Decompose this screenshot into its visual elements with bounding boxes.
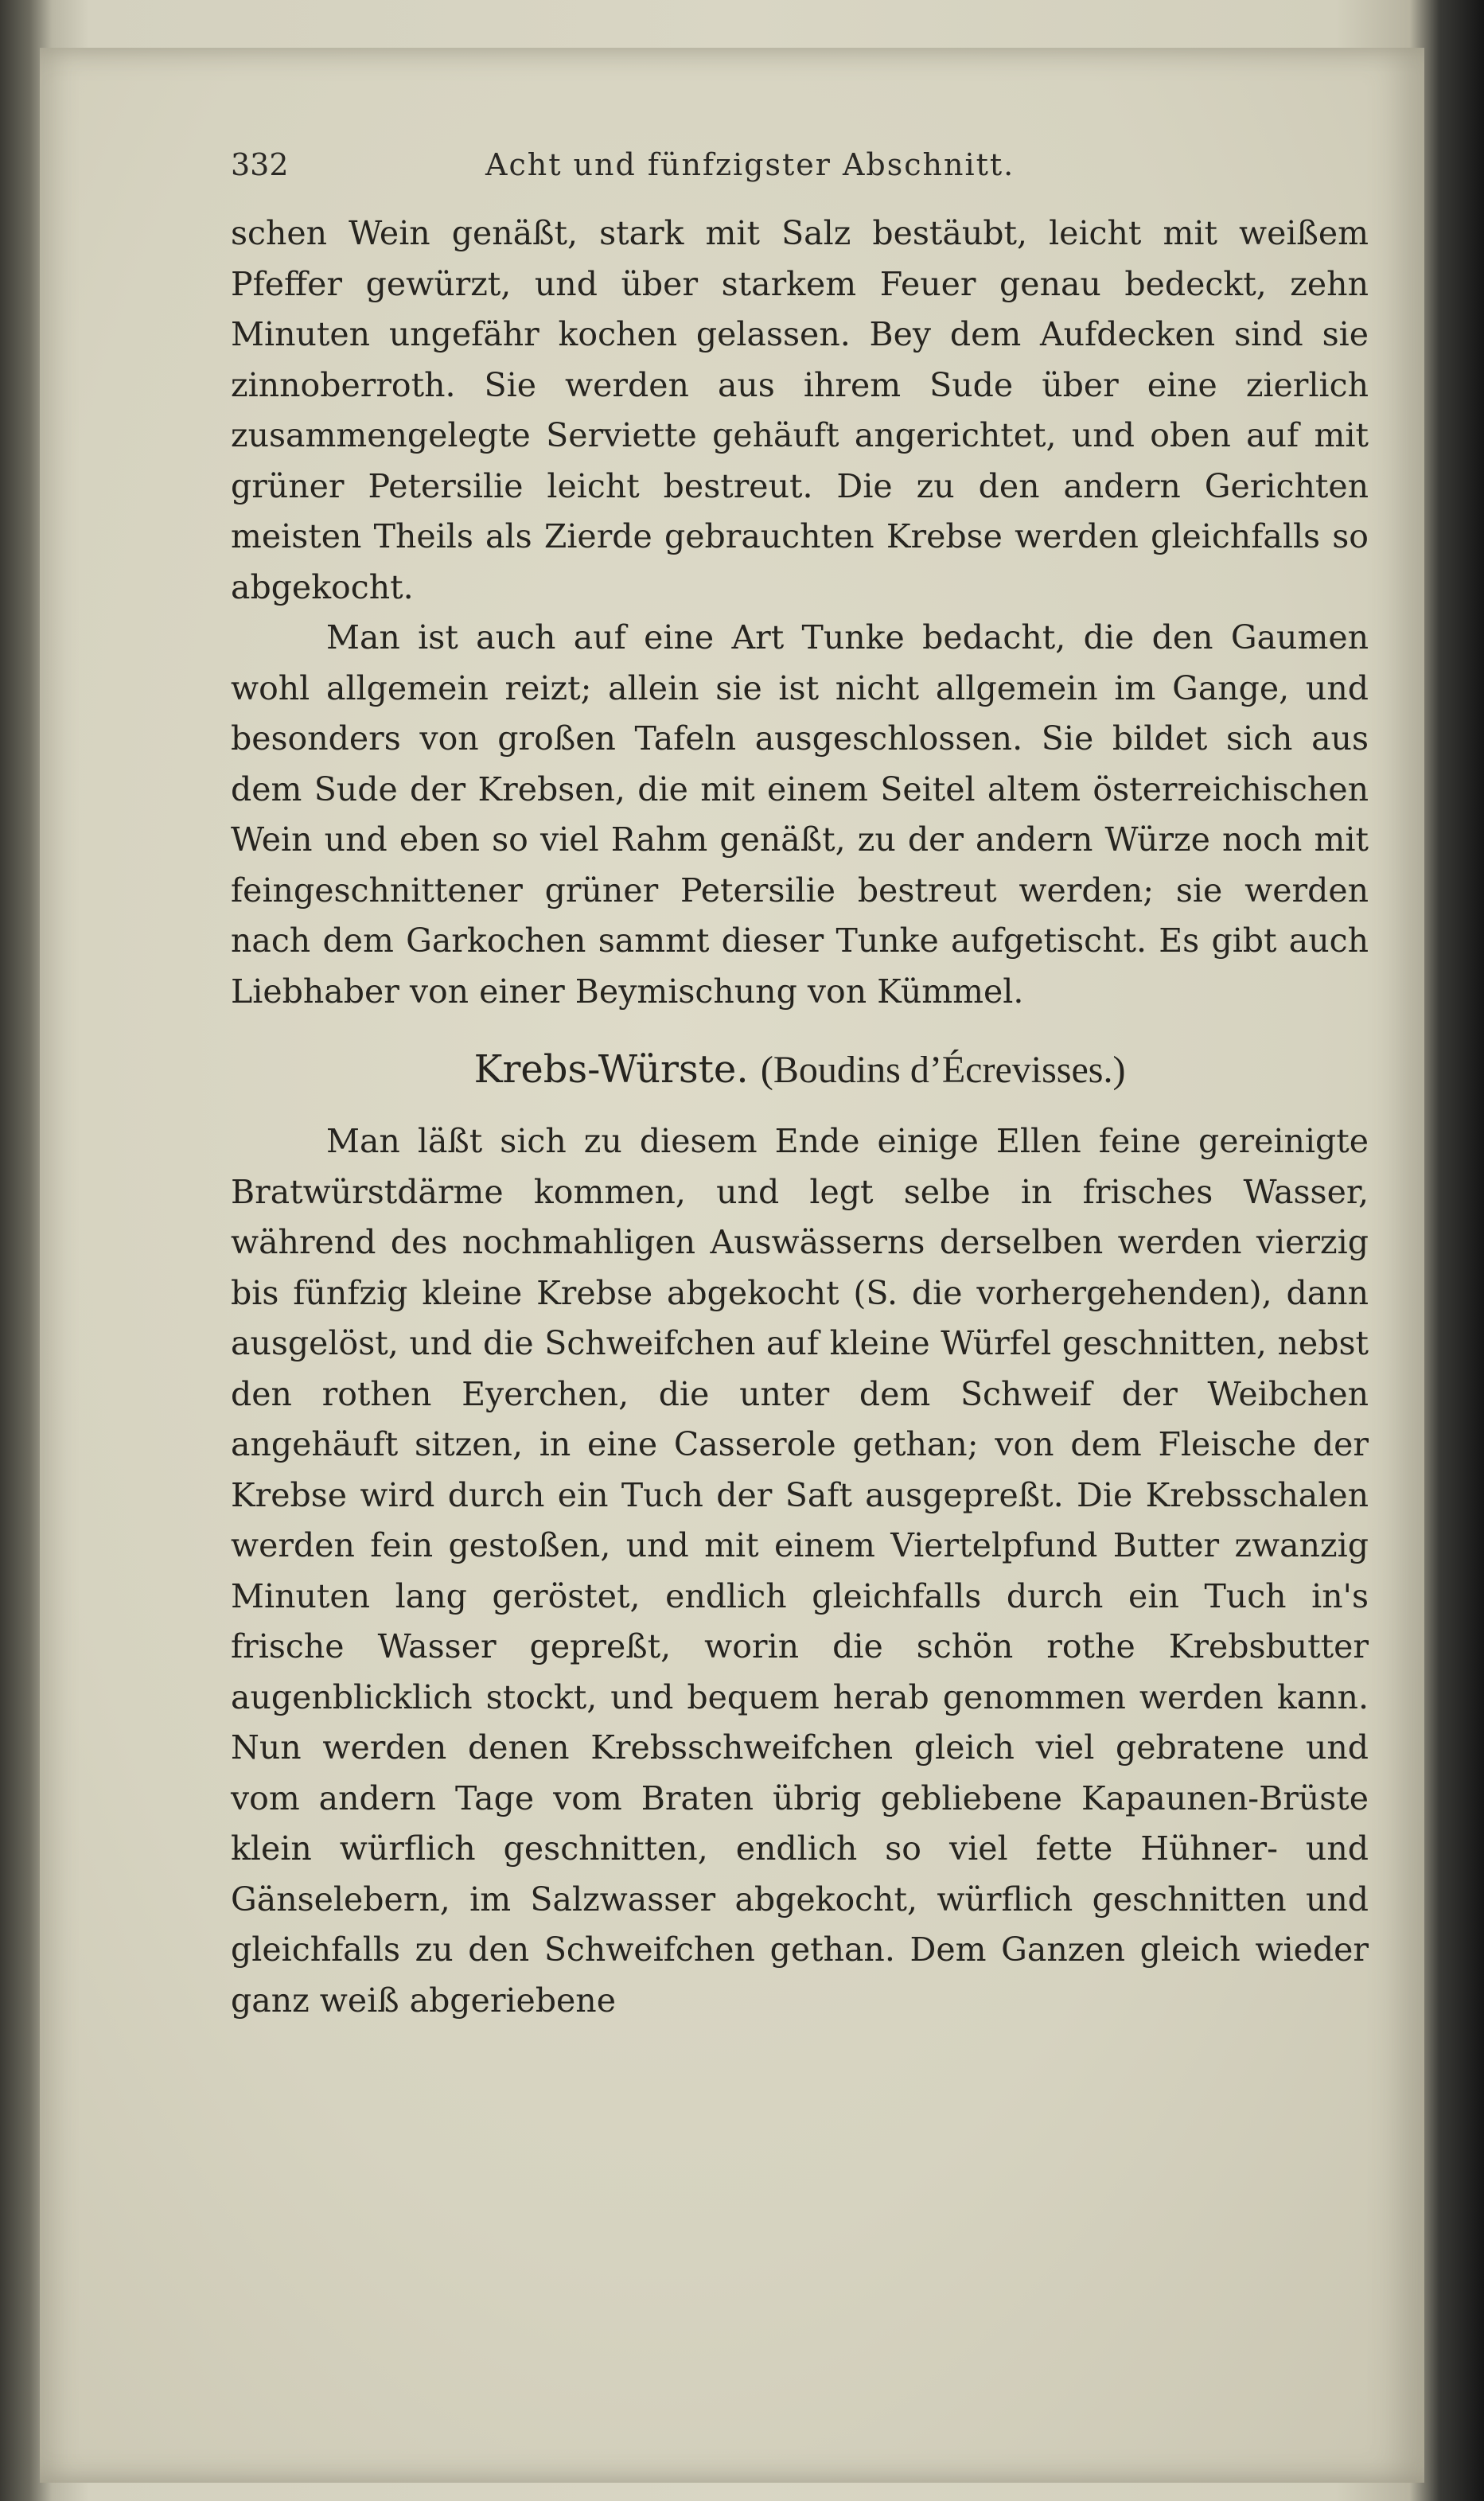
- body-text: [231, 208, 1369, 2026]
- section-heading: [231, 1046, 1369, 1094]
- page-number: 332: [231, 147, 289, 182]
- paragraph-tunke: Man ist auch auf eine Art Tunke bedacht, die den Gaumen wohl allgemein reizt; allein sie ist nicht allgemein im Gange, und besonders von großen Tafeln ausgeschlossen. Sie bildet sich aus dem Sude der Krebsen, die mit einem Seitel altem österreichischen Wein und eben so viel Rahm genäßt, zu der andern Würze noch mit feingeschnittener grüner Petersilie bestreut werden; sie werden nach dem Garkochen sammt dieser Tunke aufgetischt. Es gibt auch Liebhaber von einer Beymischung von Kümmel.: [231, 618, 1369, 1011]
- section-title-french: (Boudins d’Écrevisses.): [760, 1049, 1126, 1091]
- section-title: Krebs-Würste.: [473, 1047, 749, 1092]
- running-head: Acht und fünfzigster Abschnitt.: [485, 147, 1015, 182]
- page-header: [231, 147, 1385, 195]
- paragraph-continuation: schen Wein genäßt, stark mit Salz bestäubt, leicht mit weißem Pfeffer gewürzt, und über starkem Feuer genau bedeckt, zehn Minuten ungefähr kochen gelassen. Bey dem Aufdecken sind sie zinnoberroth. Sie werden aus ihrem Sude über eine zierlich zusammengelegte Serviette gehäuft angerichtet, und oben auf mit grüner Petersilie leicht bestreut. Die zu den andern Gerichten meisten Theils als Zierde gebrauchten Krebse werden gleichfalls so abgekocht.: [231, 214, 1369, 606]
- paragraph-krebs-wuerste: Man läßt sich zu diesem Ende einige Ellen feine gereinigte Bratwürstdärme kommen, und legt selbe in frisches Wasser, während des nochmahligen Auswässerns derselben werden vierzig bis fünfzig kleine Krebse abgekocht (S. die vorhergehenden), dann ausgelöst, und die Schweifchen auf kleine Würfel geschnitten, nebst den rothen Eyerchen, die unter dem Schweif der Weibchen angehäuft sitzen, in eine Casserole gethan; von dem Fleische der Krebse wird durch ein Tuch der Saft ausgepreßt. Die Krebsschalen werden fein gestoßen, und mit einem Viertelpfund Butter zwanzig Minuten lang geröstet, endlich gleichfalls durch ein Tuch in's frische Wasser gepreßt, worin die schön rothe Krebsbutter augenblicklich stockt, und bequem herab genommen werden kann. Nun werden denen Krebsschweifchen gleich viel gebratene und vom andern Tage vom Braten übrig gebliebene Kapaunen-Brüste klein würflich geschnitten, endlich so viel fette Hühner- und Gänselebern, im Salzwasser abgekocht, würflich geschnitten und gleichfalls zu den Schweifchen gethan. Dem Ganzen gleich wieder ganz weiß abgeriebene: [231, 1122, 1369, 2020]
